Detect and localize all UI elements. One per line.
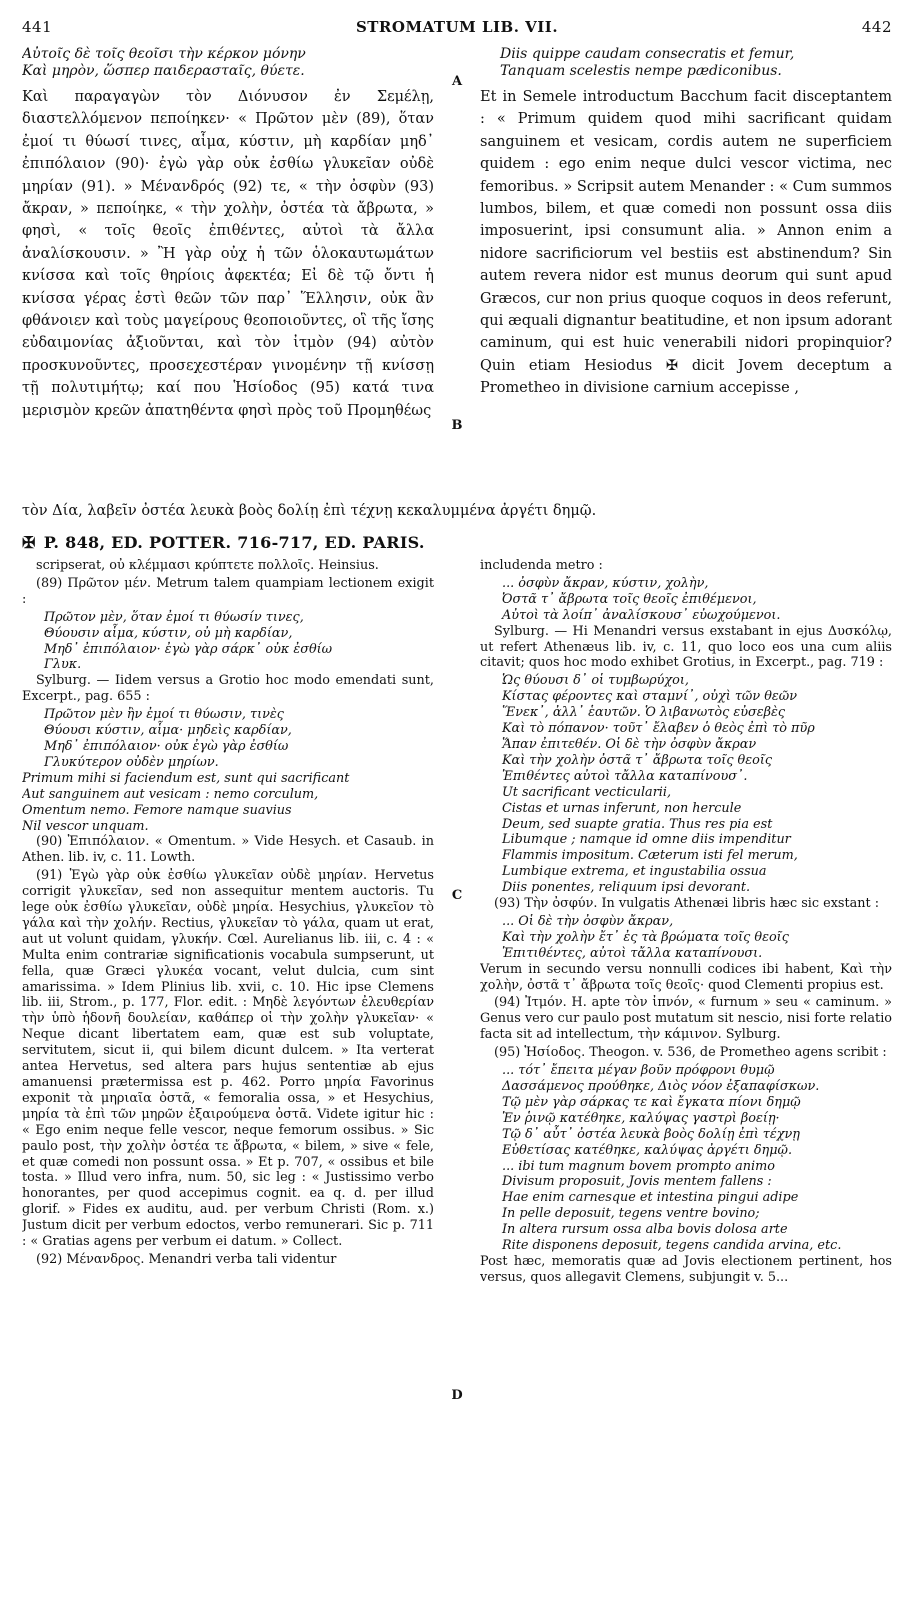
note-verse-line: Omentum nemo. Femore namque suavius <box>22 802 292 818</box>
note-verse-line: In altera rursum ossa alba bovis dolosa arte <box>502 1222 788 1238</box>
page-number-left: 441 <box>22 18 53 36</box>
note-verse-line: Θύουσιν αἷμα, κύστιν, οὐ μὴ καρδίαν, <box>44 625 293 641</box>
note-paragraph: Verum in secundo versu nonnulli codices ibi habent, Καὶ τὴν χολὴν, ὀστᾶ τ᾽ ἄβρωτα τοῖς θεοῖς· quod Clementi propius est. <box>480 961 892 993</box>
note-verse-line: Libumque ; namque id omne diis impenditur <box>502 832 791 848</box>
note-verse-line: Hae enim carnesque et intestina pingui adipe <box>502 1190 799 1206</box>
note-verse-line: Μηδ᾽ ἐπιπόλαιον· ἐγὼ γὰρ σάρκ᾽ οὐκ ἐσθίω <box>44 641 333 657</box>
latin-verse <box>480 46 892 80</box>
notes-right-column <box>480 558 892 1288</box>
greek-verse <box>22 46 434 80</box>
spanning-line: τὸν Δία, λαβεῖν ὀστέα λευκὰ βοὸς δολίῃ ἐπὶ τέχνῃ κεκαλυμμένα ἀργέτι δημῷ. <box>22 503 597 519</box>
note-paragraph: (89) Πρῶτον μέν. Metrum talem quampiam lectionem exigit : <box>22 575 434 607</box>
cross-icon: ✠ <box>22 533 36 552</box>
latin-main-text: Et in Semele introductum Bacchum facit disceptantem : « Primum quidem quod mihi sacrificant quidam sanguinem et vesicam, cordis autem ne superficiem quidem : ego enim neque dulci vescor victima, nec femoribus. » Scripsit autem Menander : « Cum summos lumbos, bilem, et quæ comedi non possunt ossa diis imposuerint, ipsi consumunt alia. » Annon enim a nidore sacrificiorum vel bestiis est abstinendum? Sin autem revera nidor est munus deorum qui sunt apud Græcos, cur non prius quoque coquos in deos referunt, qui æquali dignantur beatitudine, et non ipsum adorant caminum, qui est huic venerabili nidori propinquior? Quin etiam Hesiodus ✠ dicit Jovem deceptum a Prometheo in divisione carnium accepisse , <box>480 89 892 397</box>
note-verse-line: ... ὀσφὺν ἄκραν, κύστιν, χολὴν, <box>502 575 709 591</box>
note-verse-line: Θύουσι κύστιν, αἷμα· μηδεὶς καρδίαν, <box>44 723 292 739</box>
note-paragraph: Post hæc, memoratis quæ ad Jovis electionem pertinent, hos versus, quos allegavit Clemens, subjungit v. 5... <box>480 1253 892 1285</box>
note-verse-line: ... ibi tum magnum bovem prompto animo <box>502 1158 775 1174</box>
margin-letter-c: C <box>451 888 463 903</box>
note-paragraph: (93) Τὴν ὀσφύν. In vulgatis Athenæi libris hæc sic exstant : <box>494 896 880 912</box>
note-verse-line: Εὐθετίσας κατέθηκε, καλύψας ἀργέτι δημῷ. <box>502 1142 793 1158</box>
note-verse-line: Divisum proposuit, Jovis mentem fallens : <box>502 1174 772 1190</box>
page-number-right: 442 <box>861 18 892 36</box>
note-verse-line: Lumbique extrema, et ingustabilia ossua <box>502 864 767 880</box>
note-verse-line: Ὀστᾶ τ᾽ ἄβρωτα τοῖς θεοῖς ἐπιθέμενοι, <box>502 591 757 607</box>
note-verse-line: Τῷ μὲν γὰρ σάρκας τε καὶ ἔγκατα πίονι δημῷ <box>502 1094 801 1110</box>
note-paragraph: scripserat, οὐ κλέμμασι κρύπτετε πολλοῖς. Heinsius. <box>36 558 379 573</box>
note-verse-line: Flammis impositum. Cæterum isti fel merum, <box>502 848 798 864</box>
note-paragraph: (92) Μένανδρος. Menandri verba tali videntur <box>36 1251 337 1267</box>
edition-reference-text: P. 848, ED. POTTER. 716-717, ED. PARIS. <box>43 533 425 552</box>
note-verse-line: Πρῶτον μὲν, ὅταν ἐμοί τι θύωσίν τινες, <box>44 609 304 625</box>
note-verse-line: Primum mihi si faciendum est, sunt qui sacrificant <box>22 770 350 786</box>
note-verse-line: Deum, sed suapte gratia. Thus res pia est <box>502 816 773 832</box>
note-verse-line: Ἐπιθέντες αὐτοὶ τἄλλα καταπίνουσ᾽. <box>502 768 748 784</box>
book-page <box>22 18 892 1586</box>
note-verse-line: Ὡς θύουσι δ᾽ οἱ τυμβωρύχοι, <box>502 673 689 689</box>
note-verse-line: Rite disponens deposuit, tegens candida arvina, etc. <box>502 1238 842 1254</box>
greek-verse-line: Αὐτοῖς δὲ τοῖς θεοῖσι τὴν κέρκον μόνην <box>22 46 306 62</box>
note-verse-line: ... τότ᾽ ἔπειτα μέγαν βοῦν πρόφρονι θυμῷ <box>502 1063 775 1079</box>
notes-section <box>22 558 892 1586</box>
main-text-section <box>22 46 892 504</box>
notes-left-column <box>22 558 434 1270</box>
margin-letter-a: A <box>451 74 463 89</box>
latin-verse-line: Diis quippe caudam consecratis et femur, <box>500 46 795 62</box>
note-verse-line: Καὶ τὴν χολὴν ἔτ᾽ ἐς τὰ βρώματα τοῖς θεοῖς <box>502 929 789 945</box>
note-paragraph: Sylburg. — Hi Menandri versus exstabant in ejus Δυσκόλῳ, ut refert Athenæus lib. iv, c. 11, quo loco eos una cum aliis citavit; quos hoc modo exhibet Grotius, in Excerpt., pag. 719 : <box>480 623 892 671</box>
note-paragraph: (95) Ἡσίοδος. Theogon. v. 536, de Prometheo agens scribit : <box>494 1045 887 1061</box>
note-verse-line: Nil vescor unquam. <box>22 818 149 834</box>
note-verse-line: Ἅπαν ἐπιτεθέν. Οἱ δὲ τὴν ὀσφὺν ἄκραν <box>502 736 757 752</box>
note-verse-line: ... Οἱ δὲ τὴν ὀσφὺν ἄκραν, <box>502 913 674 929</box>
latin-column <box>480 46 892 400</box>
note-paragraph: (94) Ἰτμόν. H. apte τὸν ἰπνόν, « furnum » seu « caminum. » Genus vero cur paulo post mutatum sit nescio, nisi forte relatio facta sit ad intellectum, τὴν κάμινον. Sylburg. <box>480 995 892 1043</box>
greek-column <box>22 46 434 422</box>
note-paragraph: (91) Ἐγὼ γὰρ οὐκ ἐσθίω γλυκεῖαν οὐδὲ μηρίαν. Hervetus corrigit γλυκεῖαν, sed non assequitur mentem auctoris. Tu lege οὐκ ἐσθίω γλυκεῖαν, οὐδὲ μηρία. Hesychius, γλυκεῖον τὸ γάλα καὶ τὴν χολήν. Rectius, γλυκεῖαν τὸ γάλα, quam ut erat, aut ut volunt quidam, γλυκήν. Cœl. Aurelianus lib. iii, c. 4 : « Multa enim contrariæ significationis vocabula sumpserunt, ut fella, quæ Græci γλυκέα vocant, velut dulcia, cum sint amarissima. » Idem Plinius lib. xvii, c. 10. Hic ipse Clemens lib. iii, Strom., p. 177, Flor. edit. : Μηδὲ λεγόντων ἐλευθερίαν τὴν ὑπὸ ἡδονῆ δουλείαν, καθάπερ οἱ τὴν χολὴν γλυκεῖαν· « Neque dicant libertatem eam, quæ est sub voluptate, servitutem, sicut ii, qui bilem dicunt dulcem. » Ita verterat antea Hervetus, sed altera pars hujus sententiæ ab ejus amanuensi prætermissa est p. 462. Porro μηρία Favorinus exponit τὰ μηριαῖα ὀστᾶ, « femoralia ossa, » et Hesychius, μηρία τὰ ἐπὶ τῶν μηρῶν ἐξαιρούμενα ὀστᾶ. Videte igitur hic : « Ego enim neque felle vescor, neque femorum ossibus. » Sic paulo post, τὴν χολὴν ὀστέα τε ἄβρωτα, « bilem, » sive « fele, et quæ comedi non possunt ossa. » Et p. 707, « ossibus et bile tosta. » Illud vero infra, num. 50, sic leg : « Justissimo verbo honorantes, per quod accepimus cognit. ea q. d. per illud glorif. » Fides ex auditu, aud. per verbum Christi (Rom. x.) Justum dicit per verbum edoctos, verbo remunerari. Sic p. 711 : « Gratias agens per verbum ei datum. » Collect. <box>22 868 434 1250</box>
note-paragraph: (90) Ἐπιπόλαιον. « Omentum. » Vide Hesych. et Casaub. in Athen. lib. iv, c. 11. Lowth. <box>22 834 434 866</box>
note-verse-line: Ἐπιτιθέντες, αὐτοὶ τἄλλα καταπίνουσι. <box>502 945 763 961</box>
note-verse-line: Αὐτοὶ τὰ λοίπ᾽ ἀναλίσκουσ᾽ εὐωχούμενοι. <box>502 607 781 623</box>
note-verse-line: Ut sacrificant vecticularii, <box>502 784 672 800</box>
greek-main-text: Καὶ παραγαγὼν τὸν Διόνυσον ἐν Σεμέλῃ, διαστελλόμενον πεποίηκεν· « Πρῶτον μὲν (89), ὅταν ἐμοί τι θύωσί τινες, αἷμα, κύστιν, μὴ καρδίαν μηδ᾽ ἐπιπόλαιον (90)· ἐγὼ γὰρ οὐκ ἐσθίω γλυκεῖαν οὐδὲ μηρίαν (91). » Μένανδρός (92) τε, « τὴν ὀσφὺν (93) ἄκραν, » πεποίηκε, « τὴν χολὴν, ὀστέα τὰ ἄβρωτα, » φησὶ, « τοῖς θεοῖς ἐπιθέντες, αὐτοὶ τὰ ἄλλα ἀναλίσκουσιν. » Ἢ γὰρ οὐχ ἡ τῶν ὁλοκαυτωμάτων κνίσσα καὶ τοῖς θηρίοις ἀφεκτέα; Εἰ δὲ τῷ ὄντι ἡ κνίσσα γέρας ἐστὶ θεῶν τῶν παρ᾽ Ἕλλησιν, οὐκ ἂν φθάνοιεν καὶ τοὺς μαγείρους θεοποιοῦντες, οἳ τῆς ἴσης εὐδαιμονίας ἀξιοῦνται, καὶ τὸν ἰτμὸν (94) αὐτὸν προσκυνοῦντες, προσεχεστέραν γινομένην τῇ κνίσσῃ τῇ πολυτιμήτῳ; καί που Ἡσίοδος (95) κατά τινα μερισμὸν κρεῶν ἀπατηθέντα φησὶ πρὸς τοῦ Προμηθέως <box>22 89 434 419</box>
note-paragraph: Sylburg. — Iidem versus a Grotio hoc modo emendati sunt, Excerpt., pag. 655 : <box>22 673 434 705</box>
note-verse-line: Cistas et urnas inferunt, non hercule <box>502 800 742 816</box>
note-verse-line: Μηδ᾽ ἐπιπόλαιον· οὐκ ἐγὼ γὰρ ἐσθίω <box>44 738 289 754</box>
note-verse-line: Τῷ δ᾽ αὖτ᾽ ὀστέα λευκὰ βοὸς δολίῃ ἐπὶ τέχνῃ <box>502 1126 800 1142</box>
note-verse-line: Πρῶτον μὲν ἢν ἐμοί τι θύωσιν, τινὲς <box>44 707 284 723</box>
note-verse-line: Γλυκύτερον οὐδὲν μηρίων. <box>44 754 219 770</box>
note-verse-line: Diis ponentes, reliquum ipsi devorant. <box>502 880 751 896</box>
greek-verse-line: Καὶ μηρὸν, ὥσπερ παιδερασταῖς, θύετε. <box>22 63 305 79</box>
note-verse-line: Κίστας φέροντες καὶ σταμνί᾽, οὐχὶ τῶν θεῶν <box>502 689 797 705</box>
edition-reference <box>22 528 892 558</box>
note-verse-line: In pelle deposuit, tegens ventre bovino; <box>502 1206 760 1222</box>
margin-letters-lower <box>443 558 471 1586</box>
note-verse-line: Ἐν ῥινῷ κατέθηκε, καλύψας γαστρὶ βοείῃ· <box>502 1110 780 1126</box>
margin-letters-upper <box>443 46 471 504</box>
margin-letter-b: B <box>451 418 463 433</box>
running-header <box>22 18 892 46</box>
note-verse-line: Καὶ τὸ πόπανον· τοῦτ᾽ ἔλαβεν ὁ θεὸς ἐπὶ τὸ πῦρ <box>502 721 815 737</box>
note-verse-line: Δασσάμενος προύθηκε, Διὸς νόον ἐξαπαφίσκων. <box>502 1079 820 1094</box>
note-verse-line: Καὶ τὴν χολὴν ὀστᾶ τ᾽ ἄβρωτα τοῖς θεοῖς <box>502 752 773 768</box>
note-verse-line: Ἕνεκ᾽, ἀλλ᾽ ἑαυτῶν. Ὁ λιβανωτὸς εὐσεβὲς <box>502 705 786 721</box>
note-paragraph: includenda metro : <box>480 558 603 573</box>
note-verse-line: Γλυκ. <box>44 657 82 673</box>
margin-letter-d: D <box>451 1388 463 1403</box>
note-verse-line: Aut sanguinem aut vesicam : nemo corculum, <box>22 786 319 802</box>
latin-verse-line: Tanquam scelestis nempe pædiconibus. <box>500 63 782 79</box>
running-title: STROMATUM LIB. VII. <box>355 18 559 36</box>
